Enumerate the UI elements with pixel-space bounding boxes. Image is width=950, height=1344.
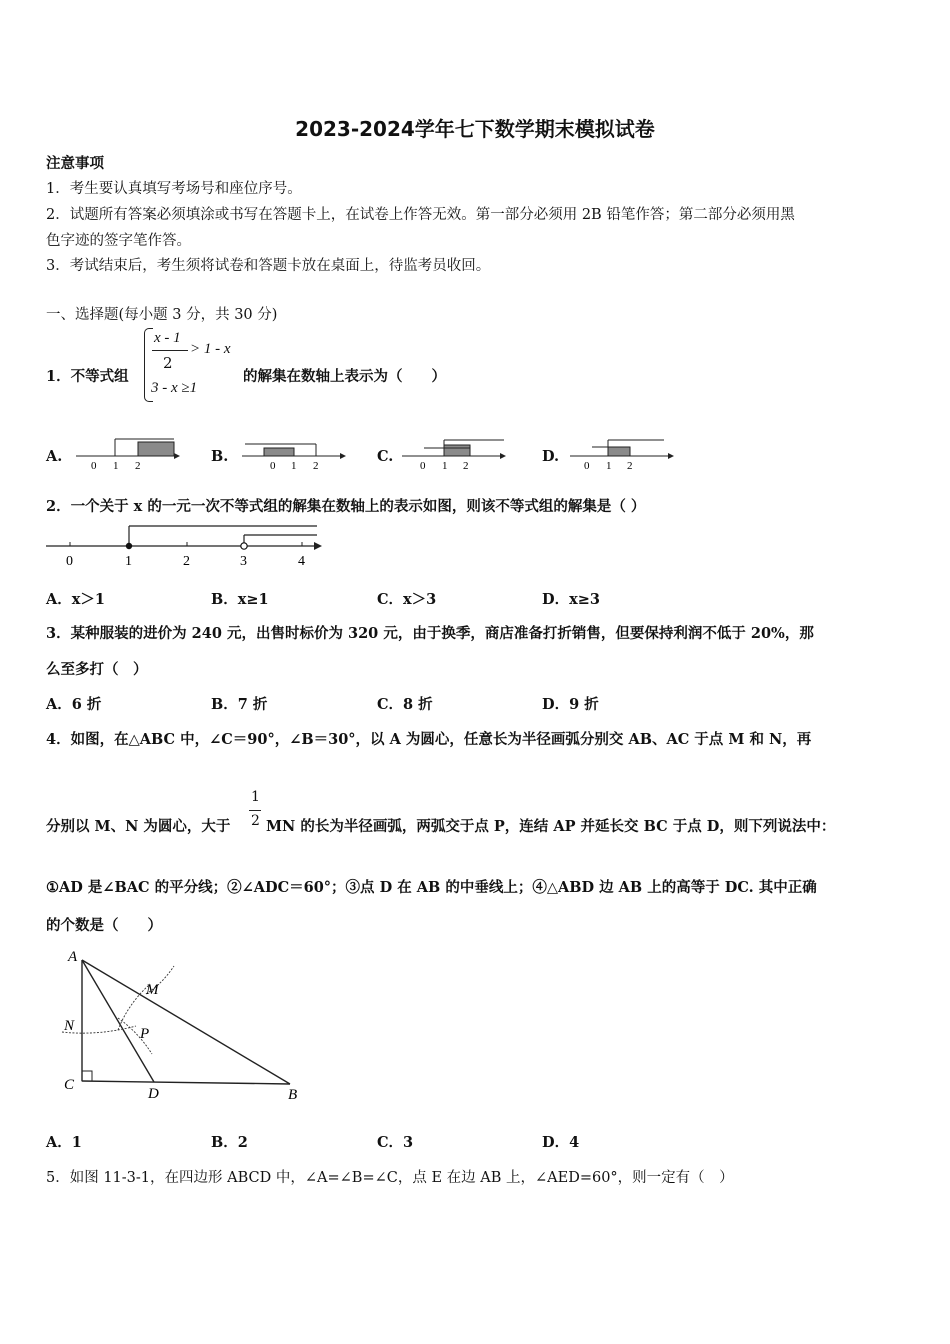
notice-item: 色字迹的签字笔作答。	[46, 233, 191, 249]
q3-option-c[interactable]: C．8 折	[377, 696, 433, 713]
tick-label-2: 2	[313, 460, 319, 472]
q1-suffix: 的解集在数轴上表示为（ ）	[243, 368, 446, 385]
tick-label-2: 2	[135, 460, 141, 472]
q4-option-c[interactable]: C．3	[377, 1134, 414, 1151]
notice-heading: 注意事项	[46, 155, 104, 172]
tick-label-0: 0	[66, 554, 73, 569]
tick-label-3: 3	[240, 554, 247, 569]
q1-ineq2: 3 - x ≥1	[151, 380, 198, 396]
q3-option-d[interactable]: D．9 折	[542, 696, 599, 713]
notice-item: 2．试题所有答案必须填涂或书写在答题卡上，在试卷上作答无效。第一部分必须用 2B 铅笔作答；第二部分必须用黑	[46, 207, 795, 223]
q4-line3: ①AD 是∠BAC 的平分线；②∠ADC＝60°；③点 D 在 AB 的中垂线上；④△ABD 边 AB 上的高等于 DC. 其中正确	[46, 879, 817, 896]
q4-line4: 的个数是（ ）	[46, 917, 162, 934]
number-line-d	[568, 434, 678, 474]
q1-frac-line	[152, 350, 188, 351]
label-d: D	[148, 1086, 159, 1102]
tick-label-1: 1	[606, 460, 612, 472]
q1-ineq1-rhs: > 1 - x	[190, 341, 231, 357]
closed-dot	[126, 543, 132, 549]
q2-text: 2．一个关于 x 的一元一次不等式组的解集在数轴上的表示如图，则该不等式组的解集是（ ）	[46, 498, 646, 515]
tick-label-2: 2	[627, 460, 633, 472]
tick-label-2: 2	[463, 460, 469, 472]
q1-option-d[interactable]: D.	[542, 448, 560, 465]
tick-label-2: 2	[183, 554, 190, 569]
q2-option-b[interactable]: B．x≥1	[211, 591, 269, 608]
q1-option-a[interactable]: A.	[46, 448, 63, 465]
tick-label-0: 0	[91, 460, 97, 472]
notice-item: 3．考试结束后，考生须将试卷和答题卡放在桌面上，待监考员收回。	[46, 258, 491, 274]
q3-option-a[interactable]: A．6 折	[46, 696, 102, 713]
q4-frac-den: 2	[251, 813, 260, 829]
q4-line1: 4．如图，在△ABC 中，∠C＝90°，∠B＝30°，以 A 为圆心，任意长为半径画弧分别交 AB、AC 于点 M 和 N，再	[46, 731, 812, 748]
q4-frac-line	[249, 810, 261, 811]
q2-option-c[interactable]: C．x＞3	[377, 591, 437, 608]
tick-label-0: 0	[420, 460, 426, 472]
section-heading: 一、选择题(每小题 3 分，共 30 分)	[46, 307, 278, 323]
q1-frac-num: x - 1	[154, 330, 181, 346]
q3-line2: 么至多打（ ）	[46, 661, 148, 678]
number-line-b	[240, 434, 350, 474]
notice-item: 1．考生要认真填写考场号和座位序号。	[46, 181, 302, 197]
q5-text: 5．如图 11-3-1，在四边形 ABCD 中，∠A=∠B=∠C，点 E 在边 AB 上，∠AED=60°，则一定有（ ）	[46, 1170, 734, 1186]
q1-option-b[interactable]: B.	[211, 448, 229, 465]
label-b: B	[288, 1087, 298, 1103]
q1-option-c[interactable]: C.	[377, 448, 394, 465]
q2-number-line	[42, 518, 332, 570]
label-m: M	[146, 982, 159, 998]
tick-label-1: 1	[291, 460, 297, 472]
q4-frac-num: 1	[251, 789, 260, 805]
q1-prefix: 1．不等式组	[46, 368, 129, 385]
number-line-c	[400, 434, 515, 474]
q4-option-d[interactable]: D．4	[542, 1134, 580, 1151]
tick-label-4: 4	[298, 554, 305, 569]
label-a: A	[68, 949, 78, 965]
q4-option-b[interactable]: B．2	[211, 1134, 248, 1151]
number-line-a	[74, 434, 184, 474]
tick-label-1: 1	[442, 460, 448, 472]
q3-line1: 3．某种服装的进价为 240 元，出售时标价为 320 元，由于换季，商店准备打折销售，但要保持利润不低于 20%，那	[46, 625, 814, 642]
tick-label-0: 0	[270, 460, 276, 472]
open-dot	[241, 543, 247, 549]
tick-label-1: 1	[125, 554, 132, 569]
label-p: P	[140, 1026, 150, 1042]
q4-line2-post: MN 的长为半径画弧，两弧交于点 P，连结 AP 并延长交 BC 于点 D，则下列说法中：	[266, 818, 836, 835]
q1-frac-den: 2	[163, 354, 173, 372]
q3-option-b[interactable]: B．7 折	[211, 696, 268, 713]
q4-option-a[interactable]: A．1	[46, 1134, 82, 1151]
label-n: N	[64, 1018, 75, 1034]
tick-label-0: 0	[584, 460, 590, 472]
q2-option-a[interactable]: A．x＞1	[46, 591, 105, 608]
page-title: 2023-2024学年七下数学期末模拟试卷	[295, 117, 655, 141]
q2-option-d[interactable]: D．x≥3	[542, 591, 600, 608]
tick-label-1: 1	[113, 460, 119, 472]
label-c: C	[64, 1077, 75, 1093]
triangle-figure	[58, 944, 308, 1104]
q4-line2-pre: 分别以 M、N 为圆心，大于	[46, 818, 231, 835]
